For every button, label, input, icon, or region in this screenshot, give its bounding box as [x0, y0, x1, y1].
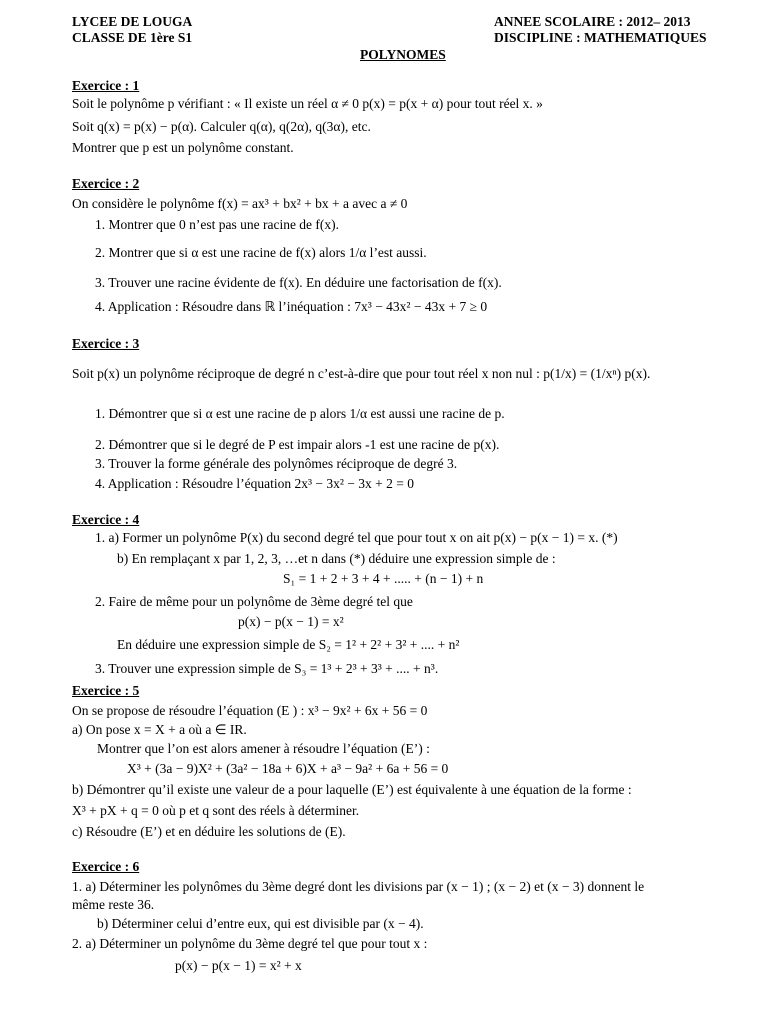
ex1-line-3: Montrer que p est un polynôme constant. — [72, 140, 294, 155]
ex5-line-6: X³ + pX + q = 0 où p et q sont des réels à déterminer. — [72, 803, 360, 818]
ex2-intro: On considère le polynôme f(x) = ax³ + bx² + bx + a avec a ≠ 0 — [72, 196, 408, 211]
ex4-line-3: S₁ = 1 + 2 + 3 + 4 + ..... + (n − 1) + n — [283, 571, 484, 586]
ex2-item-1: 1. Montrer que 0 n’est pas une racine de f(x). — [95, 217, 340, 232]
ex2-item-4: 4. Application : Résoudre dans ℝ l’inéquation : 7x³ − 43x² − 43x + 7 ≥ 0 — [95, 299, 488, 314]
ex5-line-5: b) Démontrer qu’il existe une valeur de a pour laquelle (E’) est équivalente à une équation de la forme : — [72, 782, 632, 797]
ex4-line-4: 2. Faire de même pour un polynôme de 3ème degré tel que — [95, 594, 413, 609]
ex4-line-5: p(x) − p(x − 1) = x² — [238, 614, 344, 629]
exercise-1-title: Exercice : 1 — [72, 78, 140, 93]
ex1-line-1: Soit le polynôme p vérifiant : « Il existe un réel α ≠ 0 p(x) = p(x + α) pour tout réel x. » — [72, 96, 543, 111]
ex6-line-5: p(x) − p(x − 1) = x² + x — [175, 958, 302, 973]
ex5-line-3: Montrer que l’on est alors amener à résoudre l’équation (E’) : — [97, 741, 430, 756]
ex3-item-1: 1. Démontrer que si α est une racine de p alors 1/α est aussi une racine de p. — [95, 406, 505, 421]
ex6-line-4: 2. a) Déterminer un polynôme du 3ème degré tel que pour tout x : — [72, 936, 428, 951]
ex5-line-1: On se propose de résoudre l’équation (E ) : x³ − 9x² + 6x + 56 = 0 — [72, 703, 428, 718]
school-year: ANNEE SCOLAIRE : 2012– 2013 — [494, 14, 691, 29]
page-title: POLYNOMES — [360, 47, 446, 62]
exercise-6-title: Exercice : 6 — [72, 859, 140, 874]
exercise-2-title: Exercice : 2 — [72, 176, 140, 191]
ex4-line-7: 3. Trouver une expression simple de S₃ = 1³ + 2³ + 3³ + .... + n³. — [95, 661, 439, 676]
ex4-line-1: 1. a) Former un polynôme P(x) du second degré tel que pour tout x on ait p(x) − p(x − 1) = x. (*) — [95, 530, 618, 545]
exercise-5-title: Exercice : 5 — [72, 683, 140, 698]
ex3-item-3: 3. Trouver la forme générale des polynômes réciproque de degré 3. — [95, 456, 458, 471]
ex5-line-2: a) On pose x = X + a où a ∈ IR. — [72, 722, 247, 737]
ex5-line-7: c) Résoudre (E’) et en déduire les solutions de (E). — [72, 824, 346, 839]
ex1-line-2: Soit q(x) = p(x) − p(α). Calculer q(α), q(2α), q(3α), etc. — [72, 119, 371, 134]
ex2-item-3: 3. Trouver une racine évidente de f(x). En déduire une factorisation de f(x). — [95, 275, 502, 290]
ex4-line-6: En déduire une expression simple de S₂ = 1² + 2² + 3² + .... + n² — [117, 637, 460, 652]
ex6-line-3: b) Déterminer celui d’entre eux, qui est divisible par (x − 4). — [97, 916, 424, 931]
exercise-4-title: Exercice : 4 — [72, 512, 140, 527]
ex4-line-2: b) En remplaçant x par 1, 2, 3, …et n dans (*) déduire une expression simple de : — [117, 551, 556, 566]
ex3-intro: Soit p(x) un polynôme réciproque de degré n c’est-à-dire que pour tout réel x non nul : p(1/x) = (1/xⁿ) p(x). — [72, 366, 651, 381]
school-name: LYCEE DE LOUGA — [72, 14, 193, 29]
ex3-item-4: 4. Application : Résoudre l’équation 2x³ − 3x² − 3x + 2 = 0 — [95, 476, 415, 491]
ex2-item-2: 2. Montrer que si α est une racine de f(x) alors 1/α l’est aussi. — [95, 245, 427, 260]
exercise-3-title: Exercice : 3 — [72, 336, 140, 351]
ex6-line-2: même reste 36. — [72, 897, 155, 912]
ex5-line-4: X³ + (3a − 9)X² + (3a² − 18a + 6)X + a³ − 9a² + 6a + 56 = 0 — [127, 761, 449, 776]
class-name: CLASSE DE 1ère S1 — [72, 30, 193, 45]
discipline: DISCIPLINE : MATHEMATIQUES — [494, 30, 707, 45]
ex6-line-1: 1. a) Déterminer les polynômes du 3ème degré dont les divisions par (x − 1) ; (x − 2) et (x − 3) donnent le — [72, 879, 645, 894]
ex3-item-2: 2. Démontrer que si le degré de P est impair alors -1 est une racine de p(x). — [95, 437, 500, 452]
